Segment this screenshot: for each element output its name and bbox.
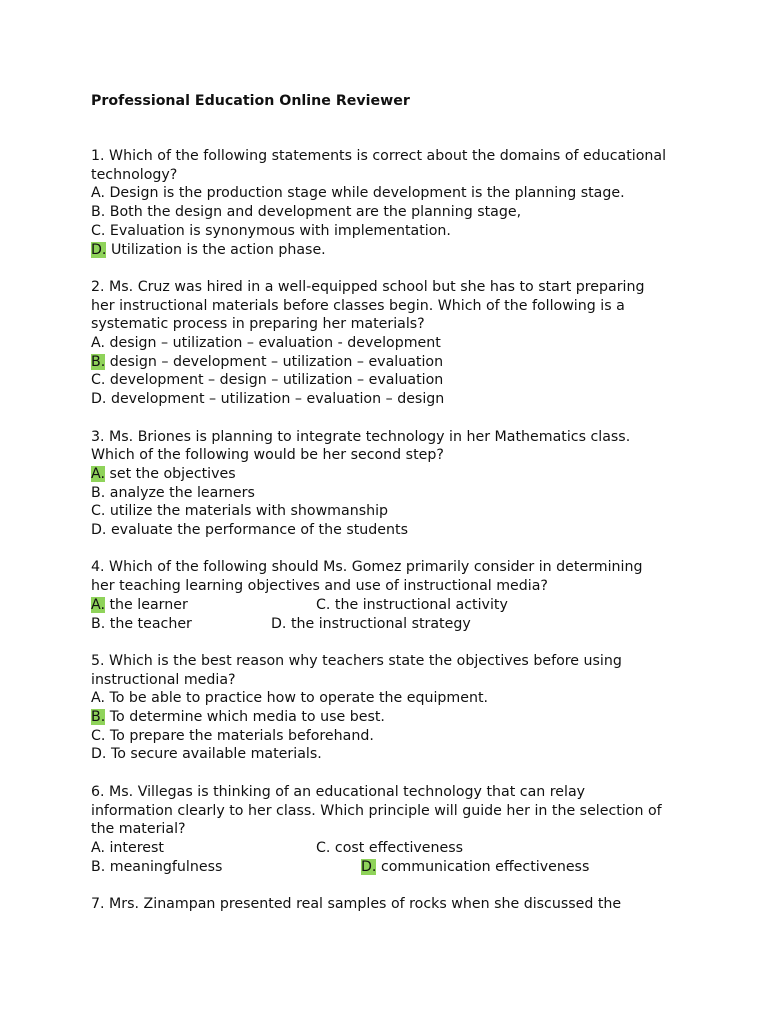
option-text: To determine which media to use best. — [105, 709, 385, 725]
answer-option-correct — [91, 465, 691, 484]
answer-option — [91, 727, 691, 746]
question-stem-line: Which of the following would be her second step? — [91, 447, 444, 464]
question-stem-line: 6. Ms. Villegas is thinking of an educational technology that can relay — [91, 783, 586, 800]
answer-option — [91, 689, 691, 708]
option-text: set the objectives — [104, 465, 236, 482]
option-text: Utilization is the action phase. — [106, 241, 326, 258]
answer-option — [271, 615, 471, 634]
option-letter: A. — [91, 839, 105, 856]
question-stem-line: technology? — [91, 166, 178, 183]
option-text: analyze the learners — [105, 484, 255, 501]
option-letter: C. — [91, 727, 106, 744]
option-letter: B. — [91, 858, 106, 875]
answer-option-row — [91, 839, 691, 858]
answer-option — [91, 502, 691, 521]
question-stem-line: 4. Which of the following should Ms. Gomez primarily consider in determining — [91, 559, 643, 576]
option-text: development – design – utilization – evaluation — [105, 372, 444, 389]
highlighted-answer-letter: B. — [91, 709, 106, 725]
option-text: To secure available materials. — [106, 746, 322, 763]
question-7 — [91, 895, 691, 914]
question-stem-line: the material? — [91, 821, 186, 838]
option-letter: C. — [91, 222, 106, 239]
option-text: Design is the production stage while development is the planning stage. — [104, 185, 625, 202]
document-body — [91, 147, 691, 932]
option-letter: D. — [91, 522, 107, 539]
option-text: the instructional activity — [330, 596, 508, 613]
option-letter: B. — [91, 204, 106, 221]
option-text: the instructional strategy — [286, 615, 471, 632]
highlighted-answer-letter: D. — [361, 858, 377, 875]
answer-option — [91, 203, 691, 222]
question-4 — [91, 558, 691, 633]
option-letter: D. — [91, 746, 107, 763]
option-letter: A. — [91, 690, 105, 707]
option-text: design – development – utilization – evaluation — [105, 353, 444, 370]
answer-option-row — [91, 858, 691, 877]
option-letter: B. — [91, 484, 106, 501]
highlighted-answer-letter: A. — [91, 465, 105, 482]
question-3 — [91, 428, 691, 540]
highlighted-answer-letter: D. — [91, 241, 107, 258]
answer-option — [91, 615, 192, 634]
question-stem-line: 7. Mrs. Zinampan presented real samples of rocks when she discussed the — [91, 895, 622, 912]
option-letter: C. — [91, 503, 106, 520]
answer-option — [91, 745, 691, 764]
highlighted-answer-letter: A. — [91, 596, 105, 613]
option-text: the learner — [104, 596, 188, 613]
answer-option — [91, 334, 691, 353]
highlighted-answer-letter: B. — [91, 353, 106, 370]
answer-option-correct — [91, 596, 188, 615]
question-stem-line: information clearly to her class. Which principle will guide her in the selection of — [91, 802, 662, 819]
question-stem-line: 2. Ms. Cruz was hired in a well-equipped school but she has to start preparing — [91, 278, 645, 295]
answer-option — [91, 222, 691, 241]
option-text: development – utilization – evaluation – design — [106, 391, 445, 408]
answer-option — [316, 596, 508, 615]
option-letter: C. — [91, 372, 106, 389]
option-letter: C. — [316, 596, 331, 613]
question-6 — [91, 783, 691, 876]
answer-option — [91, 390, 691, 409]
option-letter: A. — [91, 185, 105, 202]
question-2 — [91, 278, 691, 409]
question-stem-line: 1. Which of the following statements is correct about the domains of educational — [91, 148, 667, 164]
question-stem-line: instructional media? — [91, 671, 236, 688]
answer-option — [91, 858, 222, 877]
answer-option-row — [91, 615, 691, 634]
question-1 — [91, 147, 691, 259]
option-text: To prepare the materials beforehand. — [105, 727, 374, 744]
answer-option — [91, 484, 691, 503]
option-text: interest — [104, 839, 164, 856]
answer-option-correct — [91, 353, 691, 372]
answer-option-correct — [361, 858, 589, 877]
option-text: the teacher — [105, 615, 192, 632]
option-text: meaningfulness — [105, 858, 223, 875]
question-stem-line: 5. Which is the best reason why teachers state the objectives before using — [91, 652, 622, 669]
option-letter: A. — [91, 335, 105, 352]
question-stem-line: her teaching learning objectives and use of instructional media? — [91, 578, 548, 595]
option-text: Both the design and development are the planning stage, — [105, 204, 522, 221]
option-letter: D. — [271, 615, 287, 632]
answer-option — [91, 371, 691, 390]
document-title: Professional Education Online Reviewer — [91, 93, 410, 109]
answer-option — [91, 839, 164, 858]
question-stem-line: her instructional materials before classes begin. Which of the following is a — [91, 297, 625, 314]
answer-option — [91, 184, 691, 203]
option-text: cost effectiveness — [330, 839, 464, 856]
option-text: design – utilization – evaluation - development — [104, 335, 441, 352]
question-5 — [91, 652, 691, 764]
option-text: Evaluation is synonymous with implementation. — [105, 222, 451, 239]
option-text: utilize the materials with showmanship — [105, 503, 389, 520]
option-letter: D. — [91, 391, 107, 408]
answer-option — [91, 521, 691, 540]
option-letter: B. — [91, 615, 106, 632]
option-text: To be able to practice how to operate the equipment. — [104, 690, 489, 707]
answer-option — [316, 839, 463, 858]
answer-option-correct — [91, 241, 691, 260]
answer-option-correct — [91, 708, 691, 727]
option-letter: C. — [316, 839, 331, 856]
option-text: communication effectiveness — [376, 858, 590, 875]
question-stem-line: systematic process in preparing her materials? — [91, 316, 425, 333]
question-stem-line: 3. Ms. Briones is planning to integrate technology in her Mathematics class. — [91, 428, 631, 445]
answer-option-row — [91, 596, 691, 615]
option-text: evaluate the performance of the students — [106, 522, 408, 539]
